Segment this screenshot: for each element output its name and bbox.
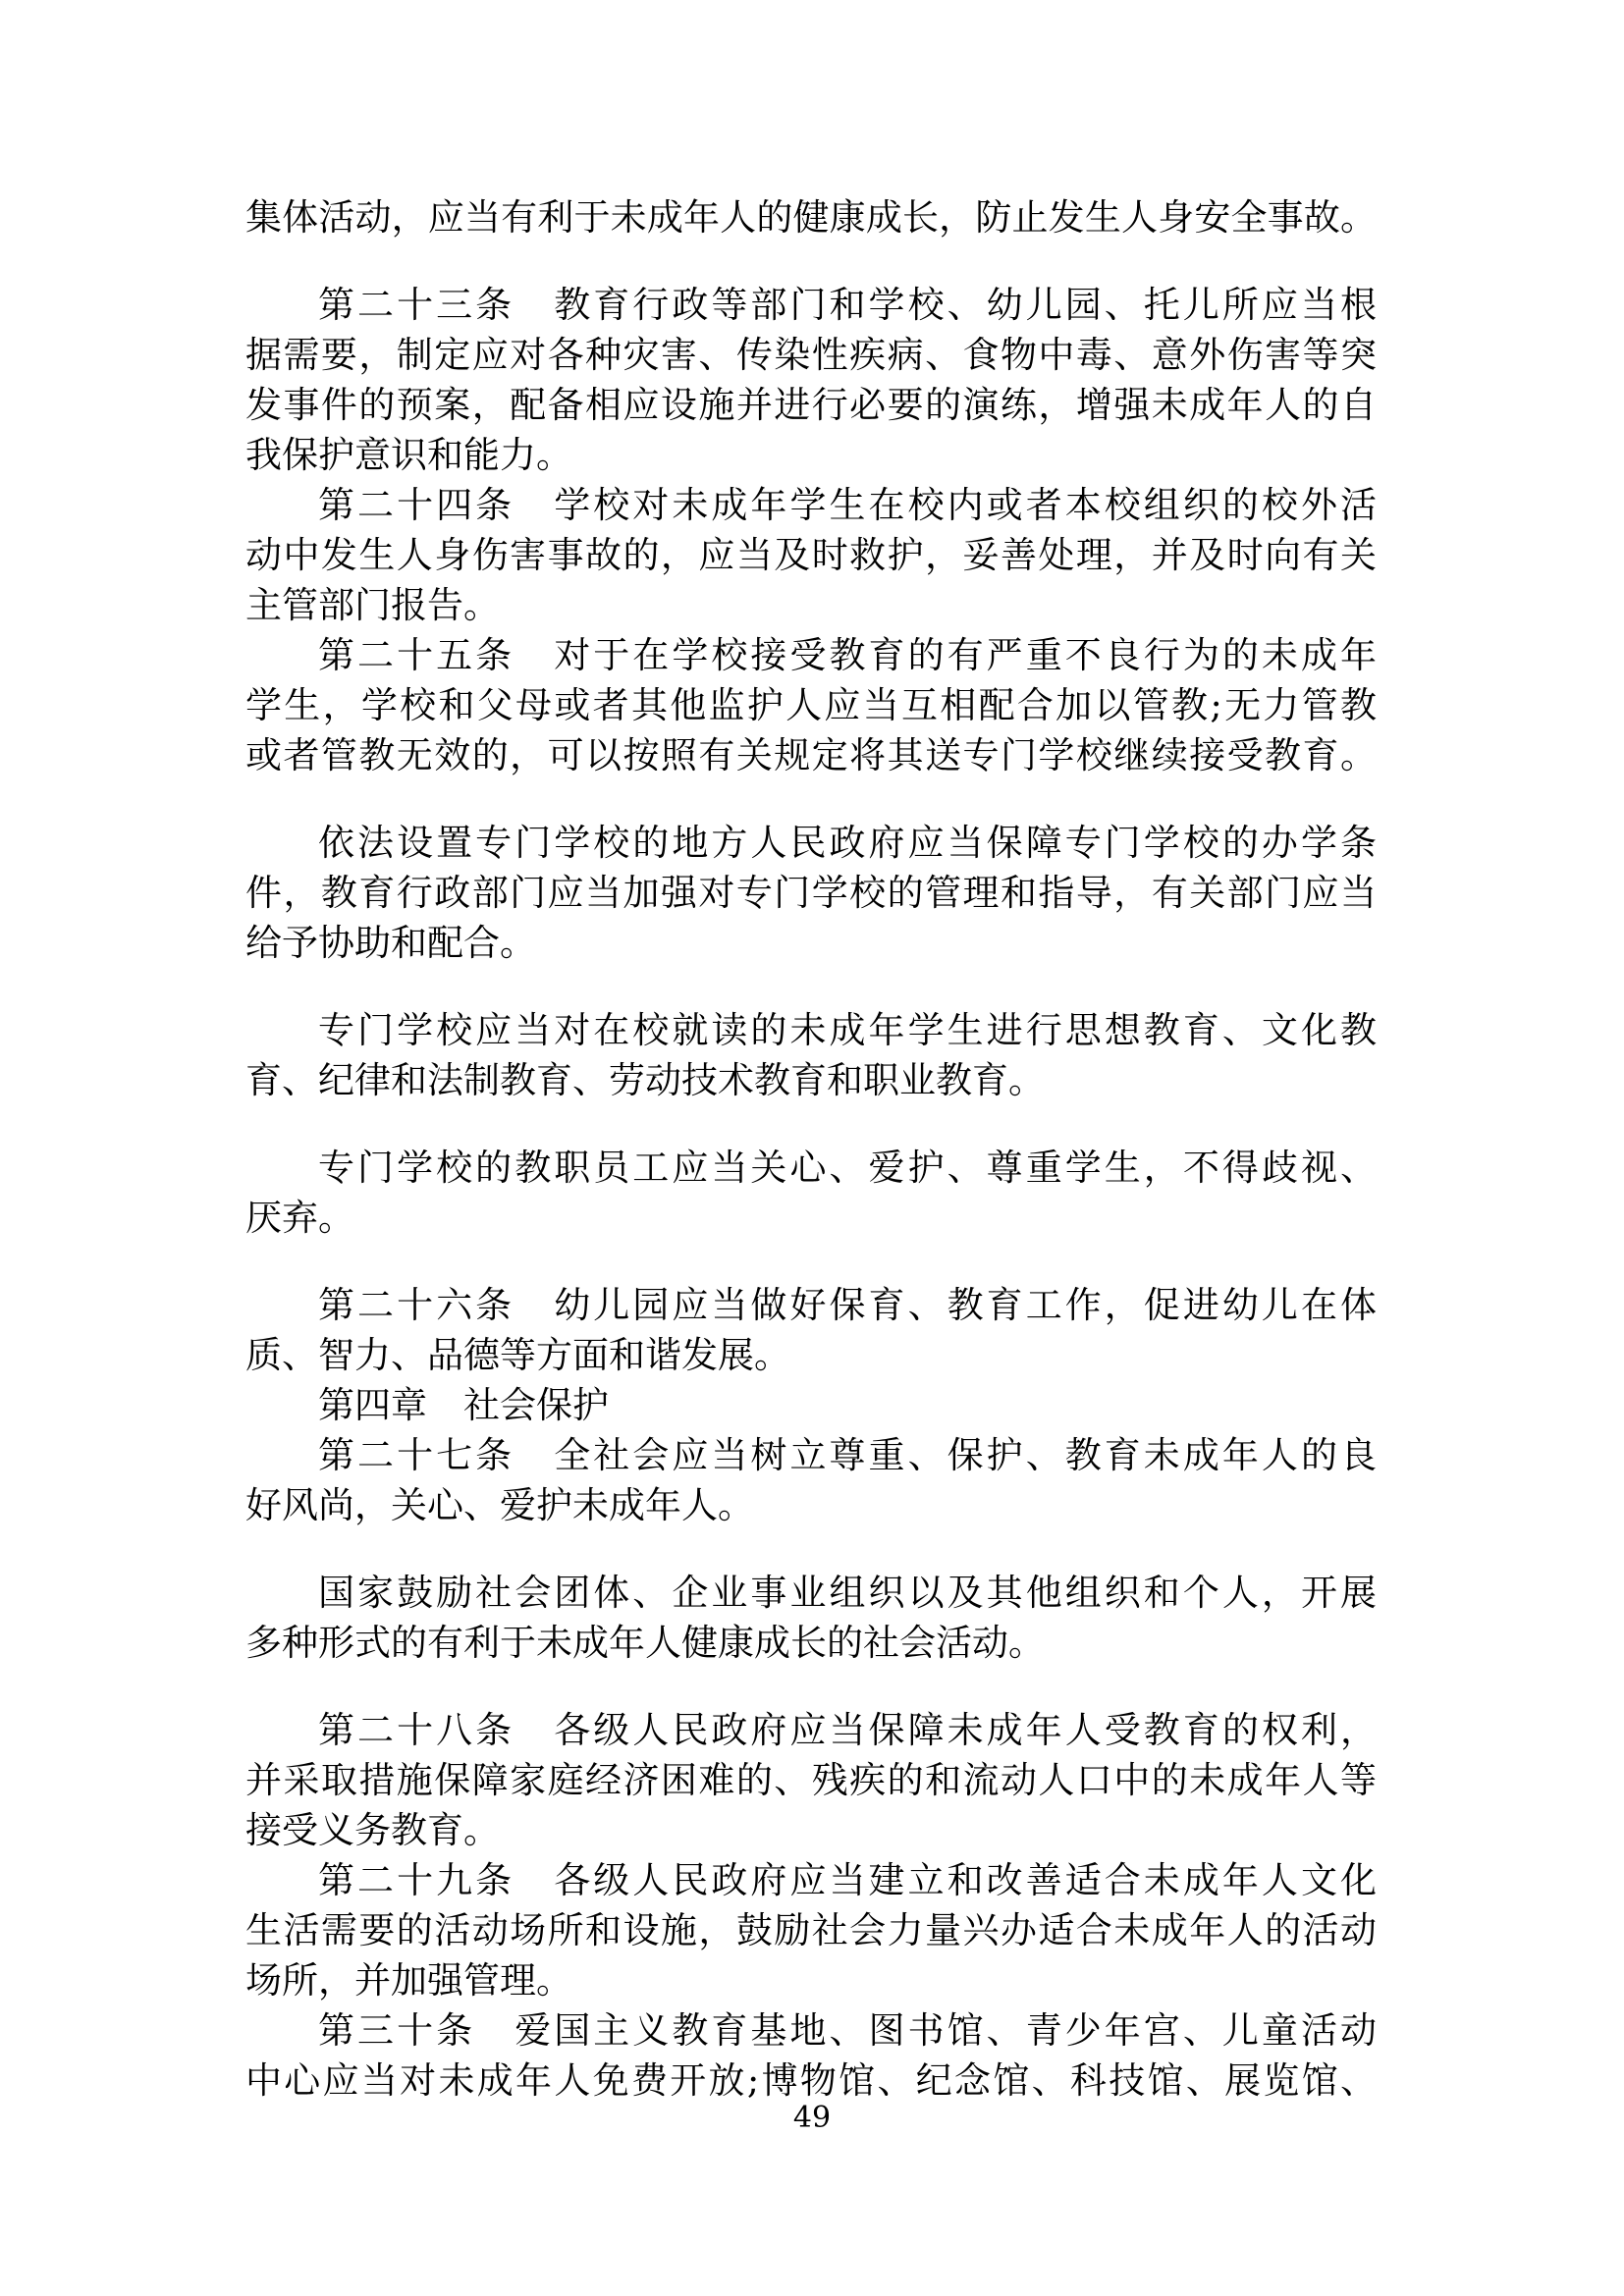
text-line: 生活需要的活动场所和设施，鼓励社会力量兴办适合未成年人的活动 — [245, 1909, 1377, 1951]
text-line: 第二十六条 幼儿园应当做好保育、教育工作，促进幼儿在体 — [318, 1284, 1377, 1326]
text-line: 依法设置专门学校的地方人民政府应当保障专门学校的办学条 — [318, 822, 1377, 864]
text-line: 第二十八条 各级人民政府应当保障未成年人受教育的权利， — [318, 1709, 1377, 1751]
text-line: 集体活动，应当有利于未成年人的健康成长，防止发生人身安全事故。 — [245, 196, 1377, 239]
text-line: 专门学校应当对在校就读的未成年学生进行思想教育、文化教 — [318, 1009, 1377, 1051]
text-line: 接受义务教育。 — [245, 1809, 500, 1851]
document-body — [245, 192, 1377, 2106]
page-number: 49 — [792, 2101, 832, 2135]
text-line: 多种形式的有利于未成年人健康成长的社会活动。 — [245, 1622, 1045, 1664]
text-line: 好风尚，关心、爱护未成年人。 — [245, 1484, 754, 1526]
text-line: 第二十九条 各级人民政府应当建立和改善适合未成年人文化 — [318, 1859, 1377, 1901]
text-line: 厌弃。 — [245, 1197, 354, 1239]
text-line: 育、纪律和法制教育、劳动技术教育和职业教育。 — [245, 1059, 1045, 1101]
text-line: 第二十五条 对于在学校接受教育的有严重不良行为的未成年 — [318, 634, 1377, 676]
text-line: 动中发生人身伤害事故的，应当及时救护，妥善处理，并及时向有关 — [245, 534, 1377, 576]
text-line: 学生，学校和父母或者其他监护人应当互相配合加以管教;无力管教 — [245, 684, 1377, 726]
text-line: 发事件的预案，配备相应设施并进行必要的演练，增强未成年人的自 — [245, 384, 1377, 426]
text-line: 件，教育行政部门应当加强对专门学校的管理和指导，有关部门应当 — [245, 872, 1377, 914]
text-line: 第二十七条 全社会应当树立尊重、保护、教育未成年人的良 — [318, 1434, 1377, 1476]
text-line: 或者管教无效的，可以按照有关规定将其送专门学校继续接受教育。 — [245, 734, 1377, 776]
chapter-heading: 第四章 社会保护 — [318, 1384, 609, 1426]
text-line: 给予协助和配合。 — [245, 922, 536, 964]
text-line: 我保护意识和能力。 — [245, 434, 572, 476]
text-line: 第二十四条 学校对未成年学生在校内或者本校组织的校外活 — [318, 484, 1377, 526]
text-line: 据需要，制定应对各种灾害、传染性疾病、食物中毒、意外伤害等突 — [245, 334, 1377, 376]
text-line: 中心应当对未成年人免费开放;博物馆、纪念馆、科技馆、展览馆、 — [245, 2059, 1377, 2102]
text-line: 质、智力、品德等方面和谐发展。 — [245, 1334, 790, 1376]
text-line: 主管部门报告。 — [245, 584, 500, 626]
text-line: 场所，并加强管理。 — [245, 1959, 572, 2002]
text-line: 国家鼓励社会团体、企业事业组织以及其他组织和个人，开展 — [318, 1572, 1377, 1614]
text-line: 第三十条 爱国主义教育基地、图书馆、青少年宫、儿童活动 — [318, 2009, 1377, 2052]
text-line: 专门学校的教职员工应当关心、爱护、尊重学生，不得歧视、 — [318, 1147, 1377, 1189]
text-line: 并采取措施保障家庭经济困难的、残疾的和流动人口中的未成年人等 — [245, 1759, 1377, 1801]
text-line: 第二十三条 教育行政等部门和学校、幼儿园、托儿所应当根 — [318, 284, 1377, 326]
